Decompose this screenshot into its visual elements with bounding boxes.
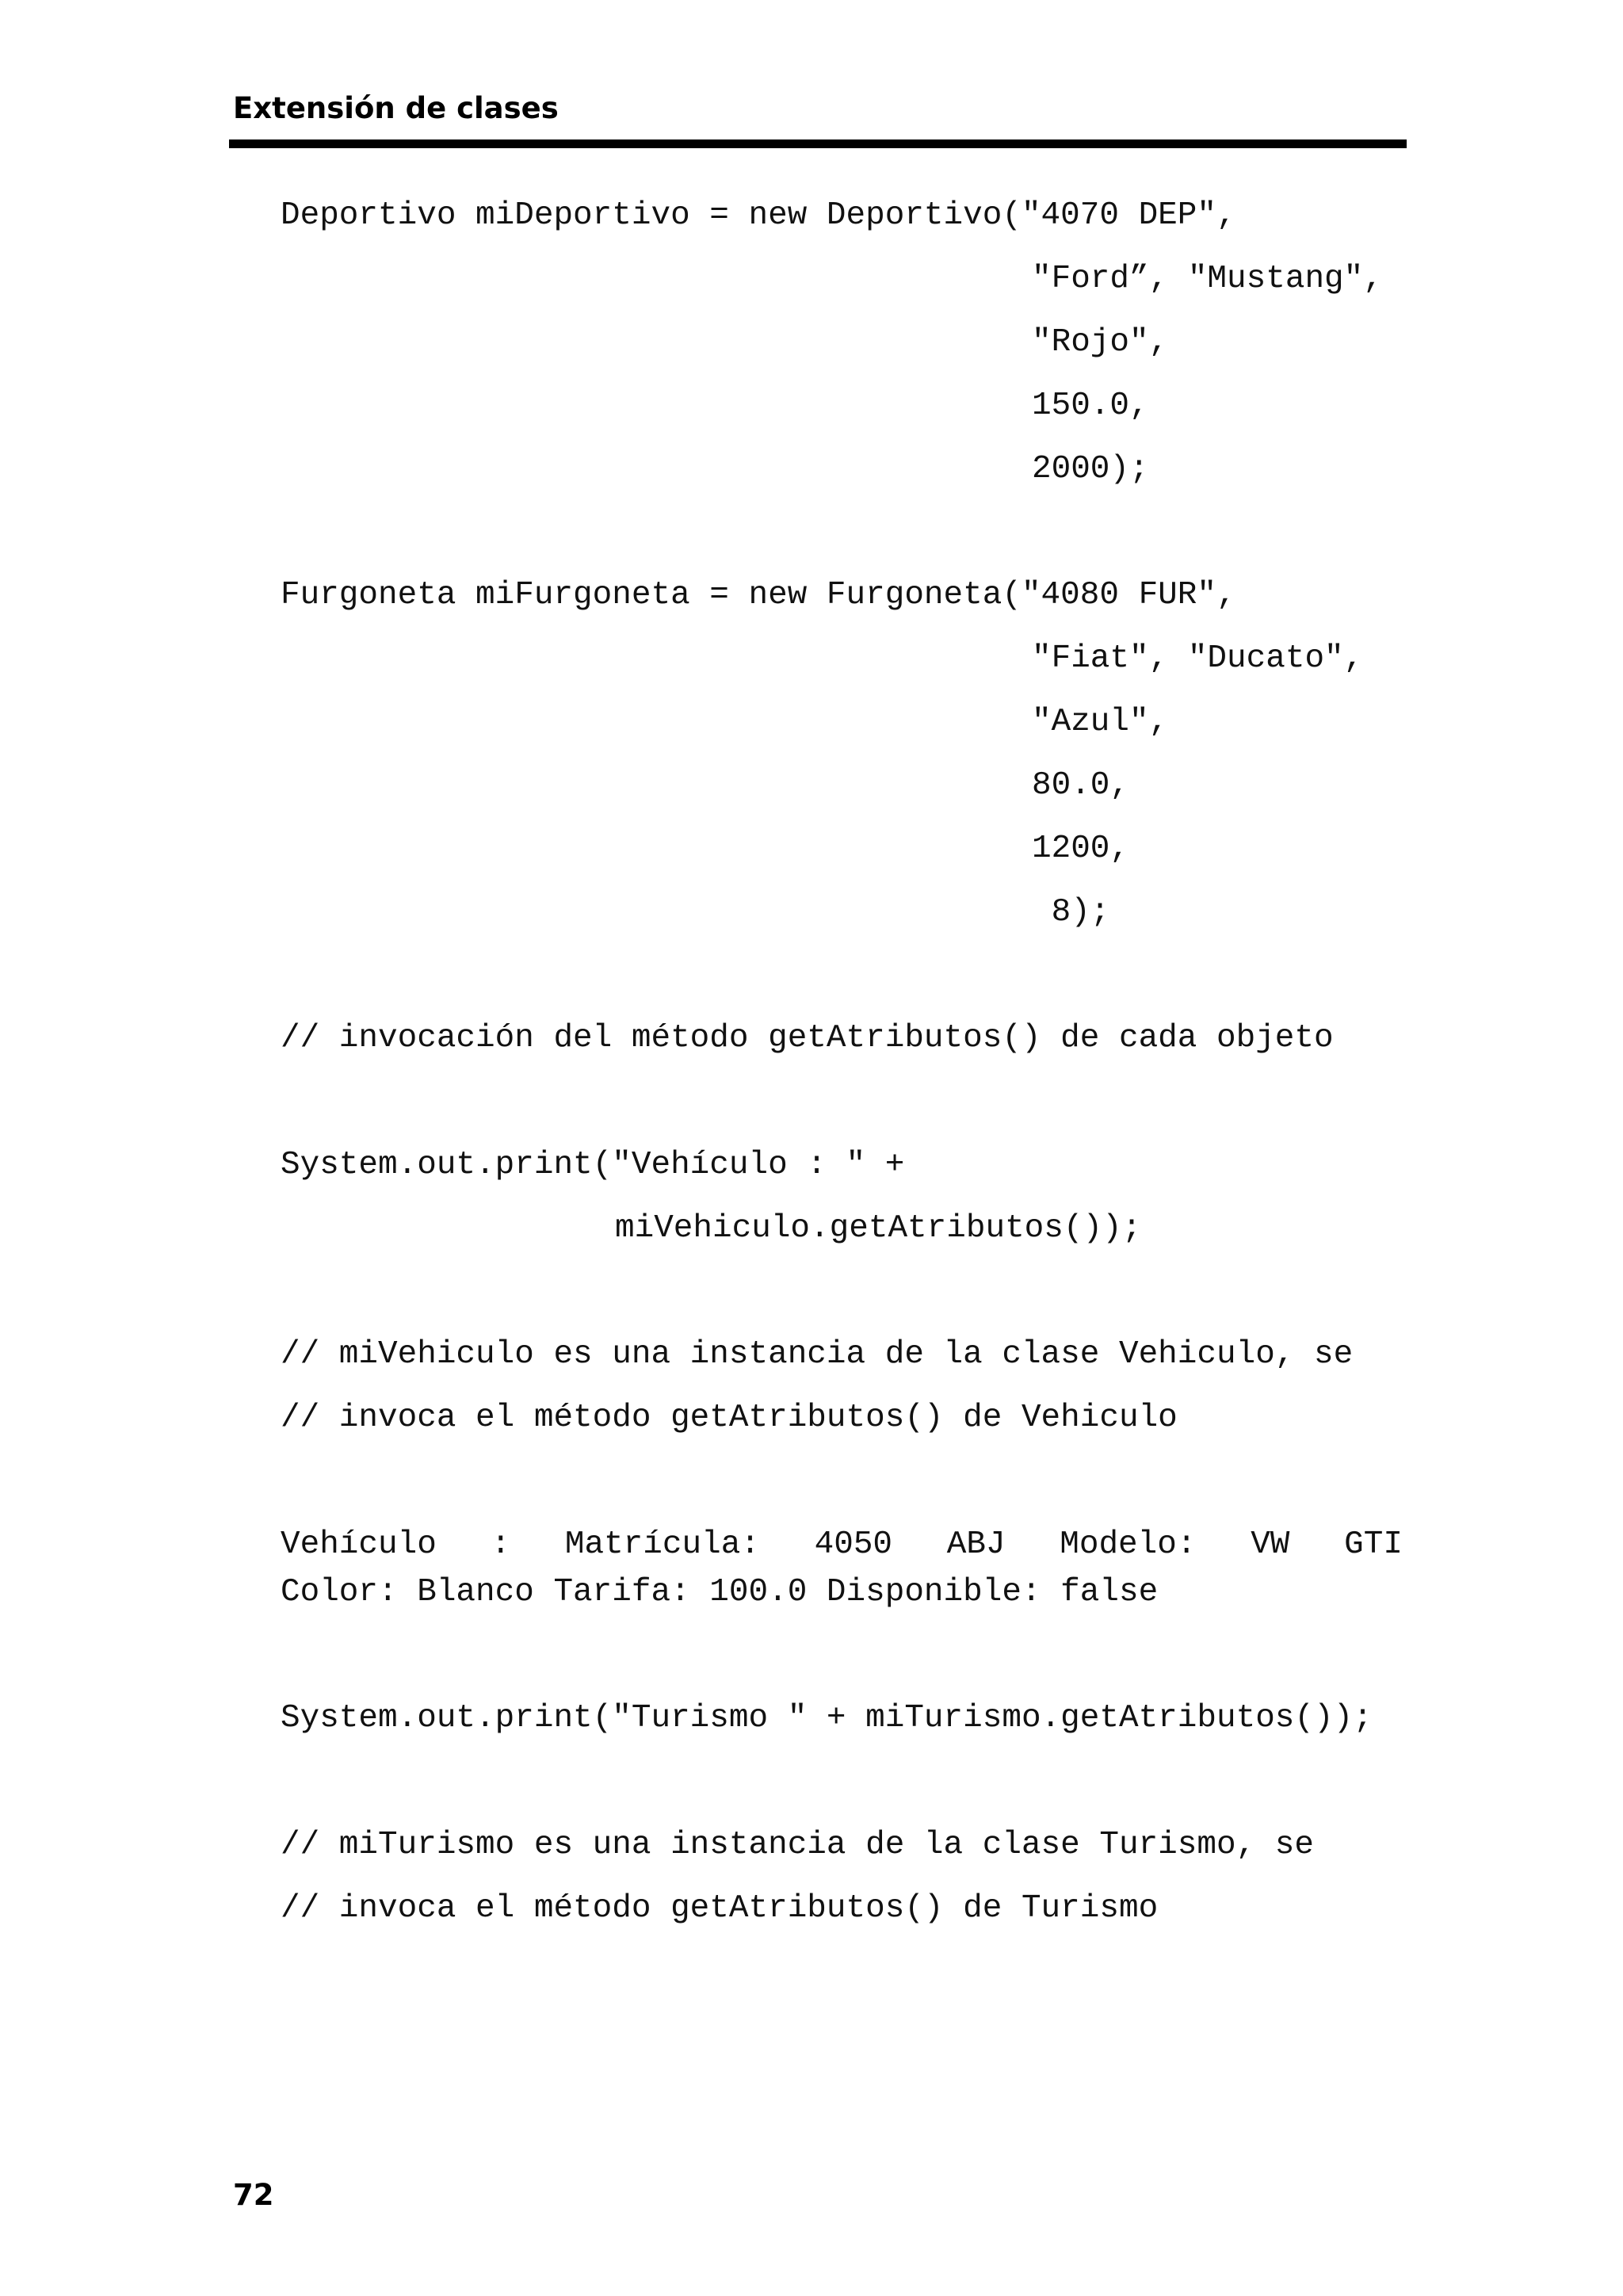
output-word: VW <box>1251 1526 1290 1563</box>
code-line-deportivo-5: 2000); <box>1032 451 1149 487</box>
code-line-furgoneta-3: "Azul", <box>1032 704 1169 740</box>
output-word: 4050 <box>814 1526 893 1563</box>
output-word: Vehículo <box>281 1526 437 1563</box>
output-word: GTI <box>1344 1526 1403 1563</box>
code-line-furgoneta-2: "Fiat", "Ducato", <box>1032 640 1364 677</box>
code-comment-turismo-2: // invoca el método getAtributos() de Turismo <box>281 1890 1159 1927</box>
code-comment-turismo-1: // miTurismo es una instancia de la clase Turismo, se <box>281 1827 1315 1863</box>
output-word: Matrícula: <box>564 1526 760 1563</box>
output-vehiculo-line-1 <box>281 1526 1403 1563</box>
page-number: 72 <box>233 2178 274 2212</box>
code-line-deportivo-2: "Ford”, "Mustang", <box>1032 261 1383 297</box>
code-line-print-turismo: System.out.print("Turismo " + miTurismo.getAtributos()); <box>281 1700 1373 1736</box>
code-line-deportivo-3: "Rojo", <box>1032 324 1169 361</box>
code-line-print-vehiculo-2: miVehiculo.getAtributos()); <box>615 1210 1142 1247</box>
running-header-title: Extensión de clases <box>233 91 559 125</box>
output-word: ABJ <box>946 1526 1006 1563</box>
code-line-furgoneta-1: Furgoneta miFurgoneta = new Furgoneta("4080 FUR", <box>281 577 1236 613</box>
code-line-furgoneta-4: 80.0, <box>1032 767 1130 804</box>
code-comment-invocacion: // invocación del método getAtributos() de cada objeto <box>281 1020 1334 1056</box>
output-word: Modelo: <box>1060 1526 1197 1563</box>
code-line-print-vehiculo-1: System.out.print("Vehículo : " + <box>281 1147 905 1183</box>
header-rule <box>229 139 1407 148</box>
code-line-furgoneta-5: 1200, <box>1032 831 1130 867</box>
code-comment-vehiculo-1: // miVehiculo es una instancia de la clase Vehiculo, se <box>281 1336 1354 1373</box>
code-line-deportivo-4: 150.0, <box>1032 388 1149 424</box>
code-line-deportivo-1: Deportivo miDeportivo = new Deportivo("4070 DEP", <box>281 197 1236 234</box>
code-line-furgoneta-6: 8); <box>1032 894 1110 930</box>
output-vehiculo-line-2: Color: Blanco Tarifa: 100.0 Disponible: false <box>281 1574 1159 1610</box>
code-comment-vehiculo-2: // invoca el método getAtributos() de Vehiculo <box>281 1400 1178 1436</box>
output-word: : <box>491 1526 511 1563</box>
